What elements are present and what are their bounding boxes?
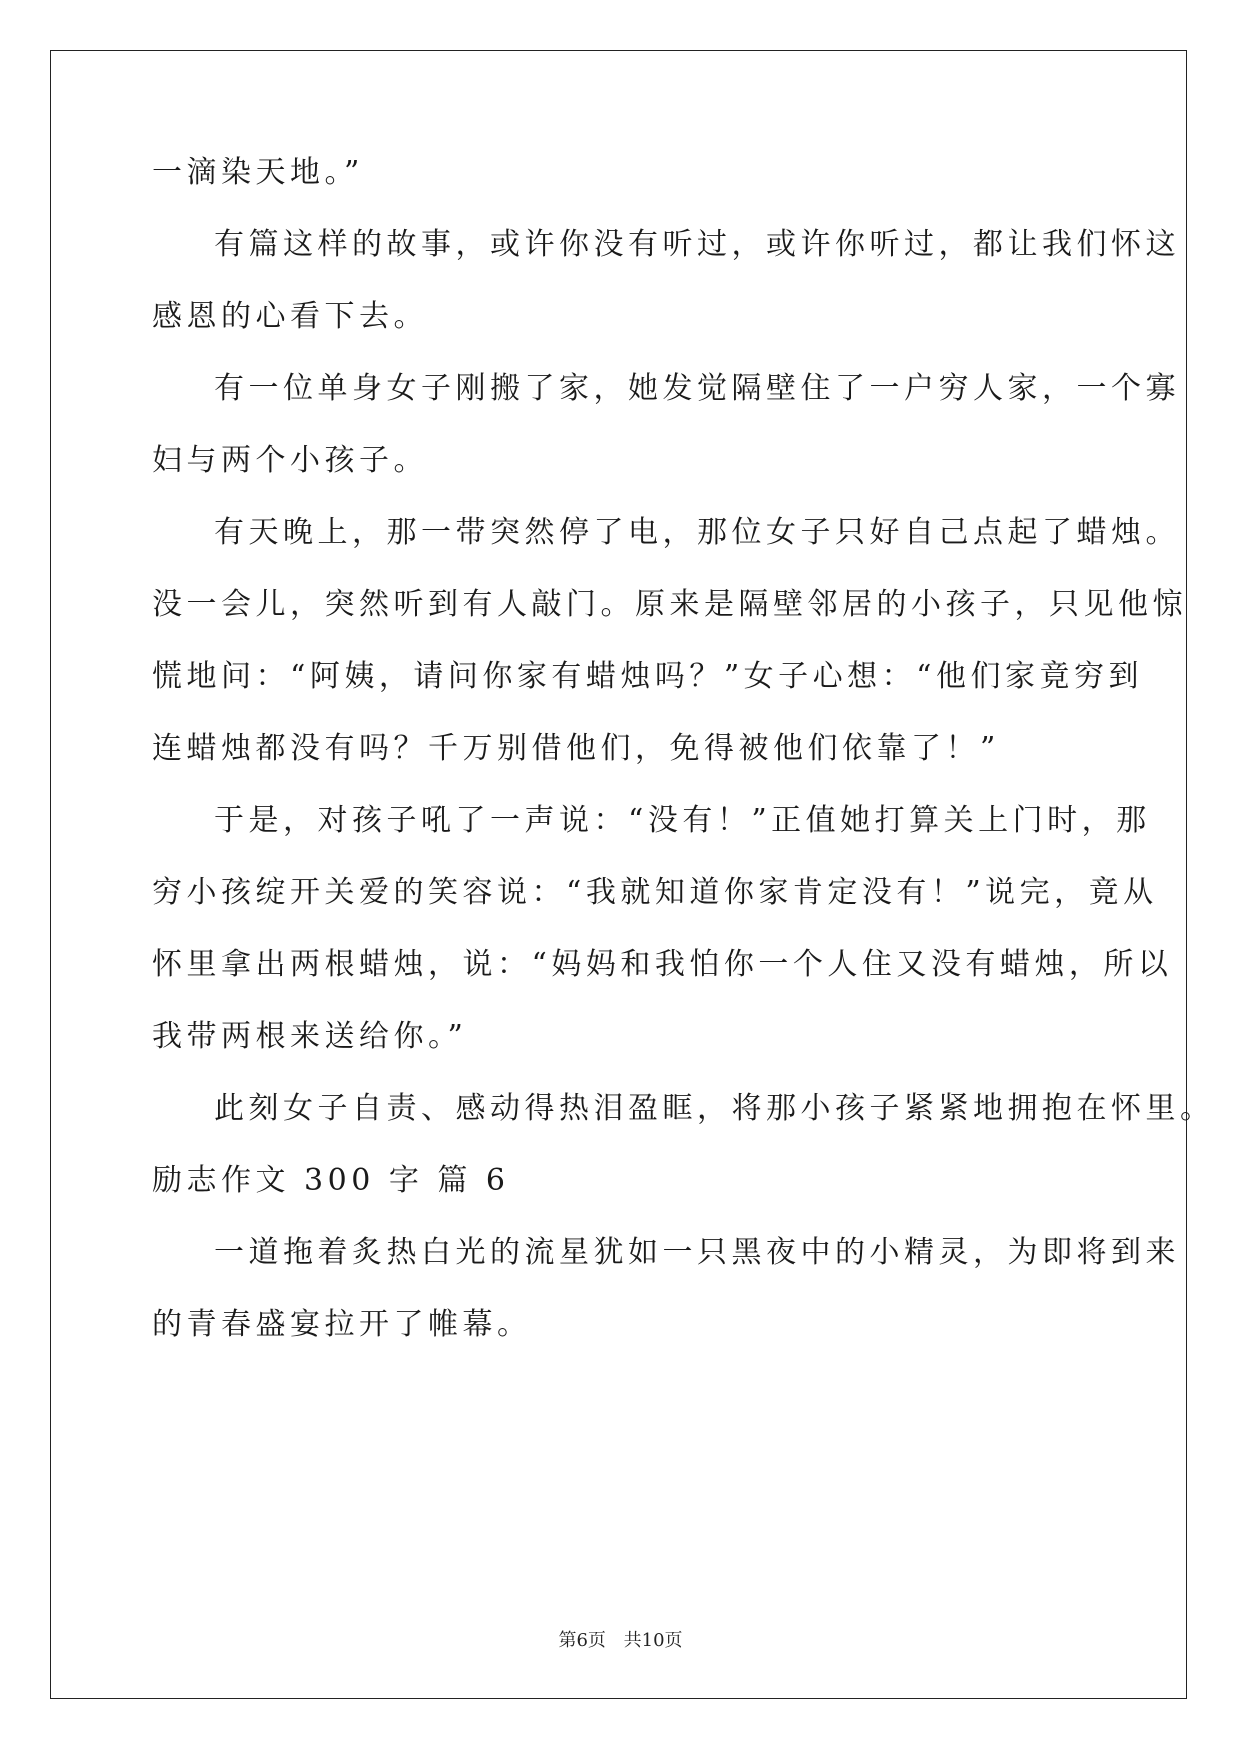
text-line: 连蜡烛都没有吗？千万别借他们，免得被他们依靠了！” bbox=[152, 731, 1000, 766]
paragraph-start: 一道拖着炙热白光的流星犹如一只黑夜中的小精灵，为即将到来 bbox=[214, 1235, 1180, 1270]
paragraph-start: 有篇这样的故事，或许你没有听过，或许你听过，都让我们怀这 bbox=[214, 227, 1180, 262]
paragraph-start: 有天晚上，那一带突然停了电，那位女子只好自己点起了蜡烛。 bbox=[214, 515, 1180, 550]
paragraph-start: 此刻女子自责、感动得热泪盈眶，将那小孩子紧紧地拥抱在怀里。 bbox=[214, 1091, 1215, 1126]
text-line: 没一会儿，突然听到有人敲门。原来是隔壁邻居的小孩子，只见他惊 bbox=[152, 587, 1187, 622]
text-line: 一滴染天地。” bbox=[152, 155, 364, 190]
text-line: 我带两根来送给你。” bbox=[152, 1019, 468, 1054]
text-line: 穷小孩绽开关爱的笑容说：“我就知道你家肯定没有！”说完，竟从 bbox=[152, 875, 1158, 910]
page-number: 第6页 bbox=[558, 1630, 606, 1651]
text-line: 的青春盛宴拉开了帷幕。 bbox=[152, 1307, 532, 1342]
paragraph-start: 于是，对孩子吼了一声说：“没有！”正值她打算关上门时，那 bbox=[214, 803, 1151, 838]
text-line: 怀里拿出两根蜡烛，说：“妈妈和我怕你一个人住又没有蜡烛，所以 bbox=[152, 947, 1173, 982]
total-pages: 共10页 bbox=[623, 1630, 683, 1651]
paragraph-start: 有一位单身女子刚搬了家，她发觉隔壁住了一户穷人家，一个寡 bbox=[214, 371, 1180, 406]
section-heading: 励志作文 300 字 篇 6 bbox=[152, 1163, 510, 1198]
page-footer bbox=[0, 1629, 1241, 1653]
text-line: 感恩的心看下去。 bbox=[152, 299, 428, 334]
text-line: 慌地问：“阿姨，请问你家有蜡烛吗？”女子心想：“他们家竟穷到 bbox=[152, 659, 1144, 694]
text-line: 妇与两个小孩子。 bbox=[152, 443, 428, 478]
